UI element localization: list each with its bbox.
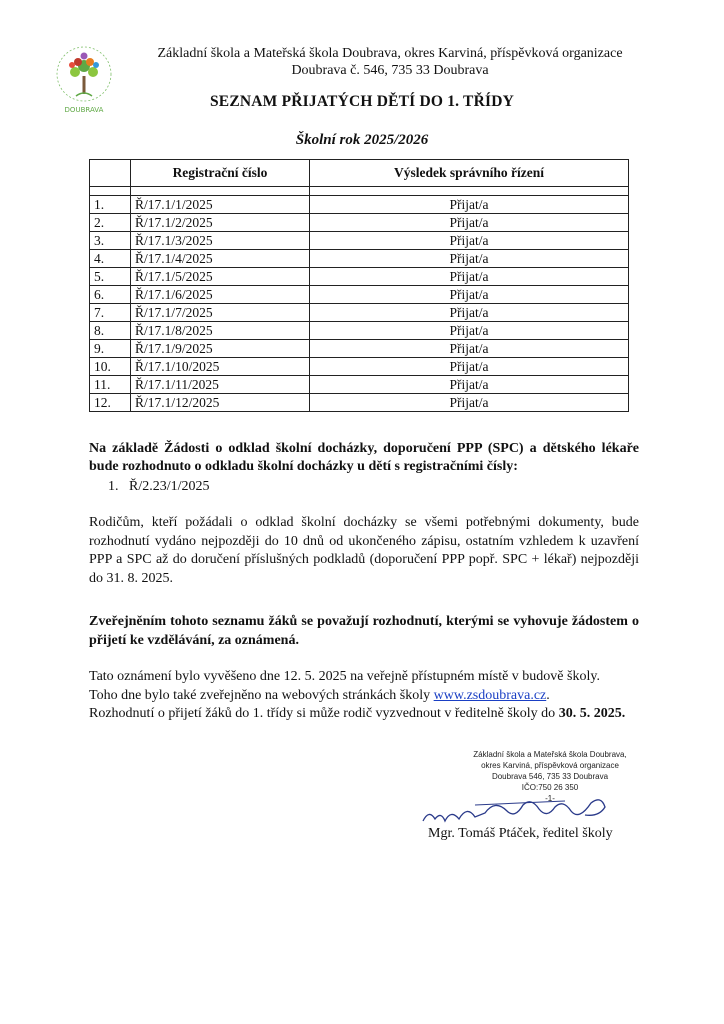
stamp-line: Základní škola a Mateřská škola Doubrava,	[473, 750, 627, 759]
registration-number-cell: Ř/17.1/6/2025	[131, 286, 310, 304]
row-number-cell: 8.	[90, 322, 131, 340]
result-cell: Přijat/a	[310, 196, 629, 214]
column-header-number	[90, 160, 131, 187]
registration-number-cell: Ř/17.1/10/2025	[131, 358, 310, 376]
stamp-line: Doubrava 546, 735 33 Doubrava	[491, 772, 609, 781]
row-number-cell: 11.	[90, 376, 131, 394]
table-row	[90, 376, 629, 394]
notice-line-web-suffix: .	[546, 687, 550, 703]
deferral-item-registration: Ř/2.23/1/2025	[129, 479, 210, 494]
row-number-cell: 10.	[90, 358, 131, 376]
table-row	[90, 286, 629, 304]
registration-number-cell: Ř/17.1/9/2025	[131, 340, 310, 358]
school-website-link[interactable]: www.zsdoubrava.cz	[433, 687, 547, 703]
table-row	[90, 322, 629, 340]
table-row	[90, 250, 629, 268]
deferral-paragraph: Na základě Žádosti o odklad školní docházky, doporučení PPP (SPC) a dětského lékaře bude rozhodnuto o odkladu školní docházky u dětí s registračními čísly:	[89, 441, 639, 474]
row-number-cell: 9.	[90, 340, 131, 358]
deferral-list-item	[108, 479, 210, 495]
table-row	[90, 340, 629, 358]
result-cell: Přijat/a	[310, 340, 629, 358]
signatory-name: Mgr. Tomáš Ptáček, ředitel školy	[428, 826, 613, 841]
document-title: SEZNAM PŘIJATÝCH DĚTÍ DO 1. TŘÍDY	[209, 93, 514, 110]
registration-number-cell: Ř/17.1/11/2025	[131, 376, 310, 394]
column-header-result: Výsledek správního řízení	[310, 160, 629, 187]
result-cell: Přijat/a	[310, 304, 629, 322]
registration-number-cell: Ř/17.1/7/2025	[131, 304, 310, 322]
row-number-cell: 6.	[90, 286, 131, 304]
stamp-line: IČO:750 26 350	[521, 783, 579, 792]
result-cell: Přijat/a	[310, 268, 629, 286]
row-number-cell: 7.	[90, 304, 131, 322]
table-row	[90, 232, 629, 250]
table-row	[90, 304, 629, 322]
publication-paragraph: Zveřejněním tohoto seznamu žáků se považují rozhodnutí, kterými se vyhovuje žádostem o přijetí ke vzdělávání, za oznámená.	[89, 614, 639, 648]
handwritten-signature	[415, 791, 615, 831]
registration-number-cell: Ř/17.1/12/2025	[131, 394, 310, 412]
row-number-cell: 2.	[90, 214, 131, 232]
registration-number-cell: Ř/17.1/5/2025	[131, 268, 310, 286]
logo-text: DOUBRAVA	[64, 106, 104, 114]
table-row	[90, 214, 629, 232]
notice-line-pickup: Rozhodnutí o přijetí žáků do 1. třídy si může rodič vyzvednout v ředitelně školy do	[89, 706, 559, 721]
table-row	[90, 268, 629, 286]
registration-number-cell: Ř/17.1/8/2025	[131, 322, 310, 340]
registration-number-cell: Ř/17.1/2/2025	[131, 214, 310, 232]
table-spacer-row	[90, 187, 629, 196]
result-cell: Přijat/a	[310, 358, 629, 376]
deferral-item-number: 1.	[108, 479, 119, 494]
notice-line-web-prefix: Toho dne bylo také zveřejněno na webových stránkách školy	[89, 687, 434, 703]
document-header	[120, 45, 660, 79]
row-number-cell: 4.	[90, 250, 131, 268]
column-header-registration: Registrační číslo	[131, 160, 310, 187]
result-cell: Přijat/a	[310, 214, 629, 232]
registration-number-cell: Ř/17.1/4/2025	[131, 250, 310, 268]
table-row	[90, 394, 629, 412]
parents-paragraph: Rodičům, kteří požádali o odklad školní docházky se všemi potřebnými dokumenty, bude rozhodnutí vydáno nejpozději do 10 dnů od ukončeného zápisu, ostatním vzhledem k uzavření PPP a SPC až do doručení příslušných podkladů (doporučení PPP popř. SPC + lékař) nejpozději do 31. 8. 2025.	[89, 515, 639, 586]
notice-line-posted: Tato oznámení bylo vyvěšeno dne 12. 5. 2025 na veřejně přístupném místě v budově školy.	[89, 669, 600, 684]
result-cell: Přijat/a	[310, 394, 629, 412]
pickup-deadline: 30. 5. 2025.	[558, 706, 626, 721]
row-number-cell: 3.	[90, 232, 131, 250]
result-cell: Přijat/a	[310, 286, 629, 304]
school-year: Školní rok 2025/2026	[295, 132, 429, 148]
school-name: Základní škola a Mateřská škola Doubrava, okres Karviná, příspěvková organizace	[157, 46, 623, 61]
result-cell: Přijat/a	[310, 376, 629, 394]
registration-number-cell: Ř/17.1/1/2025	[131, 196, 310, 214]
stamp-line: -1-	[545, 794, 555, 803]
school-address: Doubrava č. 546, 735 33 Doubrava	[291, 63, 489, 78]
result-cell: Přijat/a	[310, 232, 629, 250]
result-cell: Přijat/a	[310, 250, 629, 268]
stamp-line: okres Karviná, příspěvková organizace	[481, 761, 619, 770]
table-header-row	[90, 160, 629, 187]
notice-paragraph	[89, 668, 639, 724]
table-row	[90, 196, 629, 214]
result-cell: Přijat/a	[310, 322, 629, 340]
table-row	[90, 358, 629, 376]
row-number-cell: 12.	[90, 394, 131, 412]
row-number-cell: 5.	[90, 268, 131, 286]
row-number-cell: 1.	[90, 196, 131, 214]
admission-table	[89, 159, 629, 412]
registration-number-cell: Ř/17.1/3/2025	[131, 232, 310, 250]
